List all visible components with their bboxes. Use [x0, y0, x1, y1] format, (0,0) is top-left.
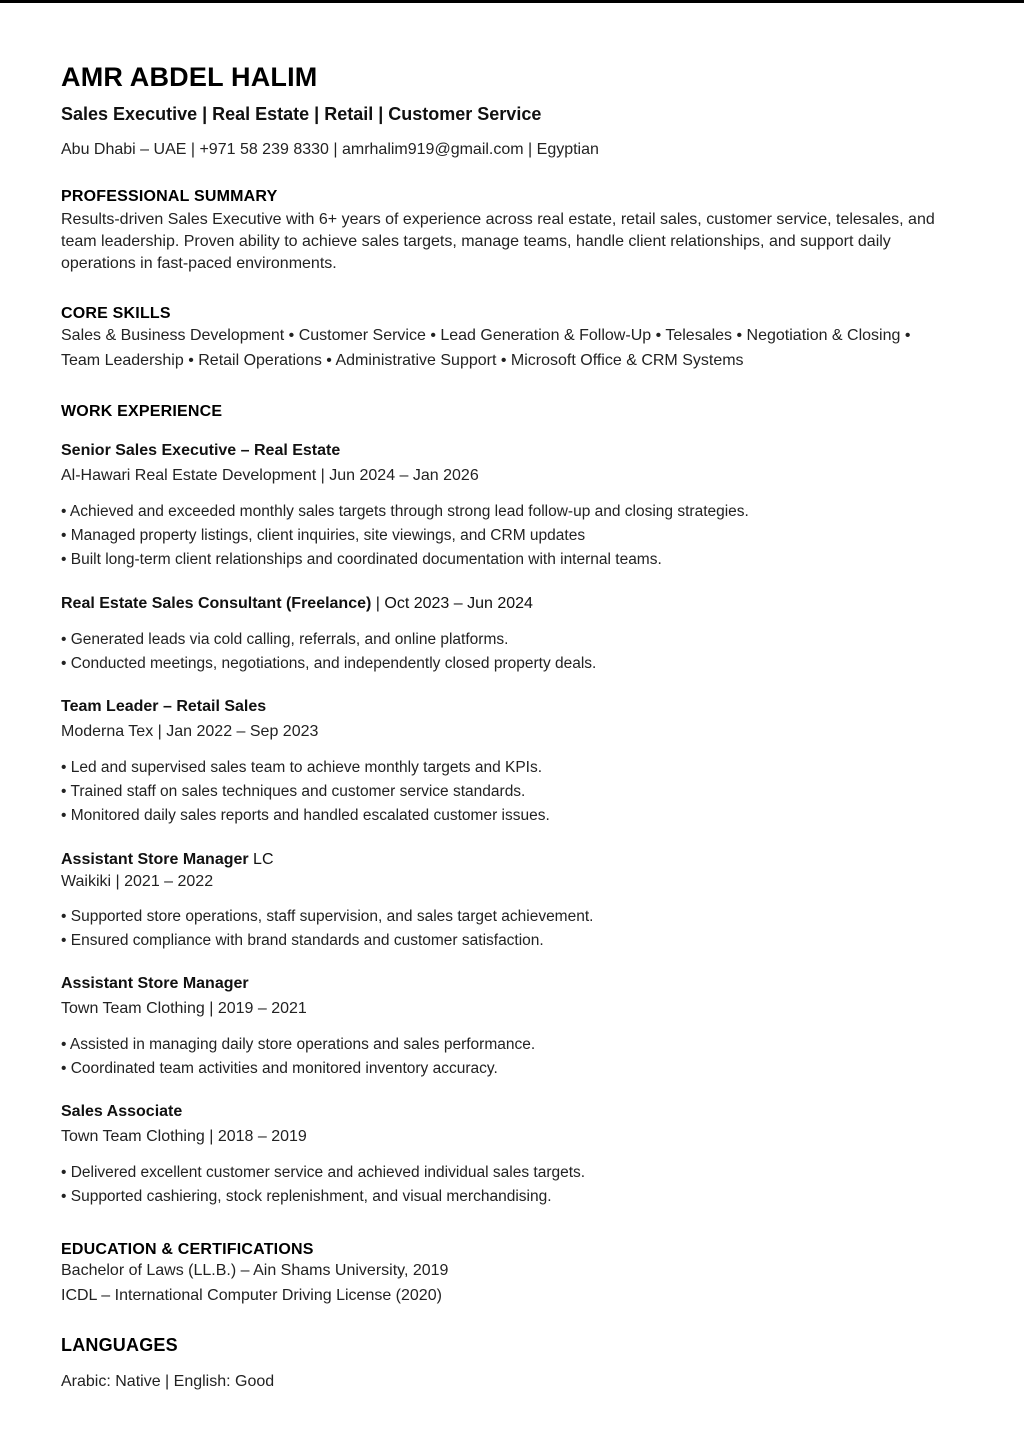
job-title — [61, 595, 533, 613]
list-item: • Generated leads via cold calling, referrals, and online platforms. — [61, 628, 596, 652]
list-item: • Supported store operations, staff supervision, and sales target achievement. — [61, 905, 593, 929]
list-item: • Ensured compliance with brand standards and customer satisfaction. — [61, 929, 593, 953]
languages-text: Arabic: Native | English: Good — [61, 1373, 275, 1390]
list-item: • Built long-term client relationships and coordinated documentation with internal teams. — [61, 548, 749, 572]
job-meta: Town Team Clothing | 2018 – 2019 — [61, 1128, 307, 1145]
job-title: Team Leader – Retail Sales — [61, 698, 267, 715]
list-item: • Trained staff on sales techniques and customer service standards. — [61, 780, 550, 804]
job-meta: Al-Hawari Real Estate Development | Jun 2024 – Jan 2026 — [61, 467, 479, 484]
languages-heading: LANGUAGES — [61, 1335, 178, 1355]
job-bullets — [61, 1033, 535, 1081]
job-bullets — [61, 628, 596, 676]
list-item: • Conducted meetings, negotiations, and independently closed property deals. — [61, 652, 596, 676]
list-item: • Delivered excellent customer service and achieved individual sales targets. — [61, 1161, 585, 1185]
list-item: • Achieved and exceeded monthly sales targets through strong lead follow-up and closing strategies. — [61, 500, 749, 524]
job-bullets — [61, 1161, 585, 1209]
job-title: Sales Associate — [61, 1103, 183, 1120]
job-title: Senior Sales Executive – Real Estate — [61, 442, 341, 459]
list-item: • Led and supervised sales team to achieve monthly targets and KPIs. — [61, 756, 550, 780]
education-heading: EDUCATION & CERTIFICATIONS — [61, 1241, 314, 1258]
job-bullets — [61, 756, 550, 828]
job-meta: Town Team Clothing | 2019 – 2021 — [61, 1000, 307, 1017]
contact-line: Abu Dhabi – UAE | +971 58 239 8330 | amrhalim919@gmail.com | Egyptian — [61, 141, 599, 158]
headline: Sales Executive | Real Estate | Retail | Customer Service — [61, 104, 542, 124]
list-item: • Managed property listings, client inquiries, site viewings, and CRM updates — [61, 524, 749, 548]
list-item: • Monitored daily sales reports and handled escalated customer issues. — [61, 804, 550, 828]
summary-text: Results-driven Sales Executive with 6+ years of experience across real estate, retail sales, customer service, telesales, and team leadership. Proven ability to achieve sales targets, manage teams, handle client relationships, and support daily operations in fast-paced environments. — [61, 211, 935, 272]
job-meta: Moderna Tex | Jan 2022 – Sep 2023 — [61, 723, 319, 740]
job-title-suffix: LC — [248, 851, 274, 868]
job-dates: | Oct 2023 – Jun 2024 — [371, 595, 533, 612]
summary-heading: PROFESSIONAL SUMMARY — [61, 188, 278, 205]
top-border — [0, 0, 1024, 3]
job-bullets — [61, 905, 593, 953]
list-item: • Supported cashiering, stock replenishment, and visual merchandising. — [61, 1185, 585, 1209]
job-title: Assistant Store Manager — [61, 975, 249, 992]
education-line: Bachelor of Laws (LL.B.) – Ain Shams University, 2019 — [61, 1262, 449, 1279]
candidate-name: AMR ABDEL HALIM — [61, 62, 318, 92]
skills-heading: CORE SKILLS — [61, 305, 171, 322]
list-item: • Coordinated team activities and monitored inventory accuracy. — [61, 1057, 535, 1081]
job-title-text: Real Estate Sales Consultant (Freelance) — [61, 595, 372, 612]
experience-heading: WORK EXPERIENCE — [61, 403, 223, 420]
job-meta: Waikiki | 2021 – 2022 — [61, 873, 214, 890]
certification-line: ICDL – International Computer Driving License (2020) — [61, 1287, 442, 1304]
list-item: • Assisted in managing daily store operations and sales performance. — [61, 1033, 535, 1057]
job-title — [61, 851, 274, 869]
job-title-text: Assistant Store Manager — [61, 851, 249, 868]
job-bullets — [61, 500, 749, 572]
skills-text: Sales & Business Development • Customer Service • Lead Generation & Follow-Up • Telesales • Negotiation & Closing • Team Leadership • Retail Operations • Administrative Support • Microsoft Office & CRM Systems — [61, 327, 911, 369]
